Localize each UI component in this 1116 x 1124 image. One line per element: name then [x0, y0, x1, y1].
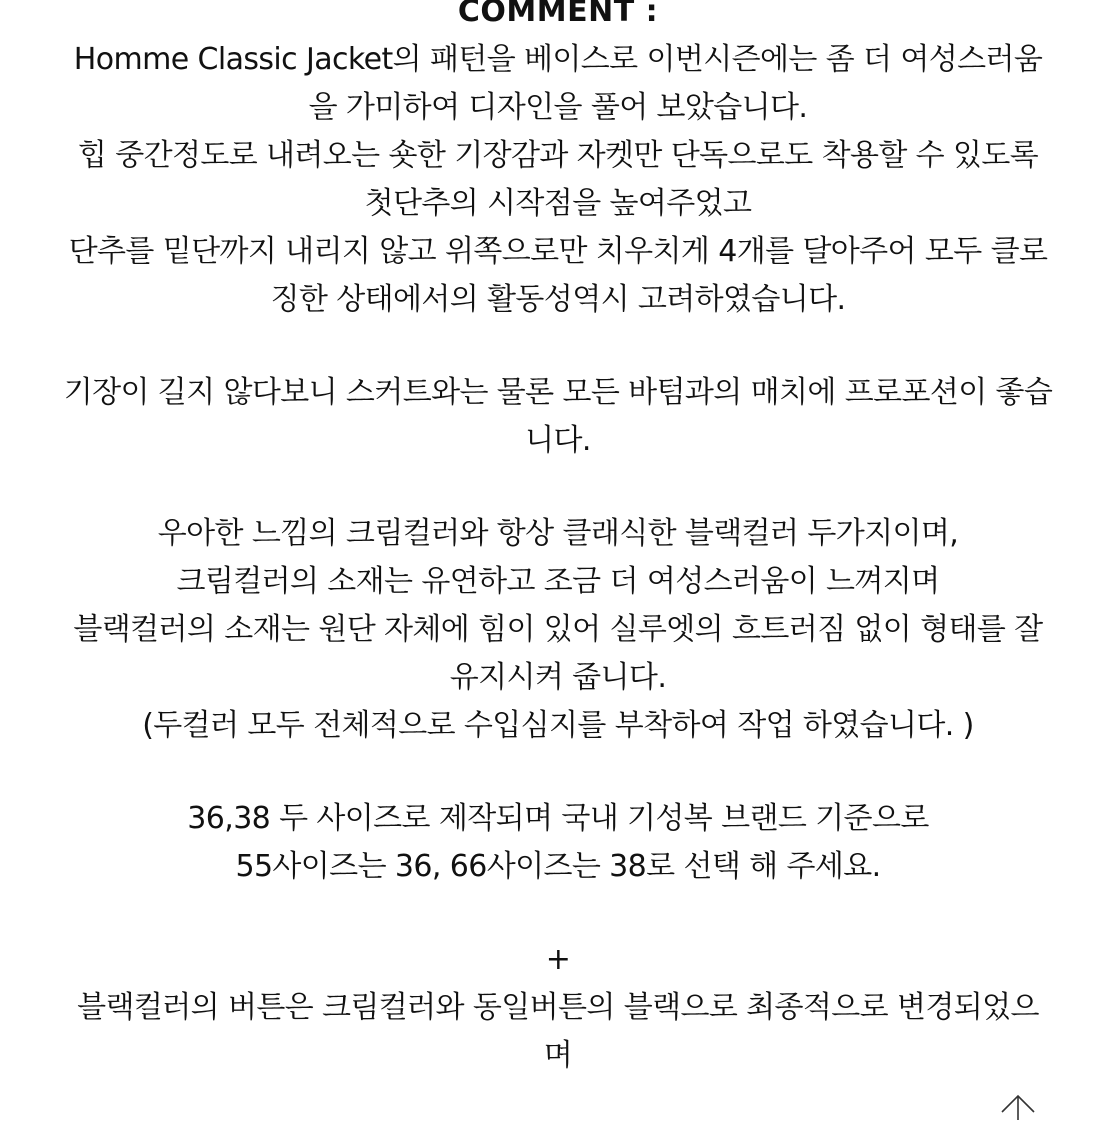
- text-line: 단추를 밑단까지 내리지 않고 위쪽으로만 치우치게 4개를 달아주어 모두 클로: [68, 234, 1048, 269]
- text-line: Homme Classic Jacket의 패턴을 베이스로 이번시즌에는 좀 더 여성스러움: [73, 42, 1043, 77]
- text-line: 55사이즈는 36, 66사이즈는 38로 선택 해 주세요.: [235, 849, 881, 884]
- paragraph-gap: [0, 750, 1116, 795]
- paragraph-gap: [0, 465, 1116, 510]
- paragraph-gap: [0, 324, 1116, 369]
- text-line: 기장이 길지 않다보니 스커트와는 물론 모든 바텀과의 매치에 프로포션이 좋습: [63, 375, 1053, 410]
- text-line: 며: [543, 1038, 573, 1073]
- text-line: 우아한 느낌의 크림컬러와 항상 클래식한 블랙컬러 두가지이며,: [157, 516, 959, 551]
- text-line: (두컬러 모두 전체적으로 수입심지를 부착하여 작업 하였습니다. ): [142, 708, 974, 743]
- paragraph-gap: [0, 891, 1116, 936]
- text-line: 블랙컬러의 버튼은 크림컬러와 동일버튼의 블랙으로 최종적으로 변경되었으: [77, 990, 1039, 1025]
- text-line: 니다.: [525, 423, 591, 458]
- text-line: 을 가미하여 디자인을 풀어 보았습니다.: [308, 90, 808, 125]
- text-line: 징한 상태에서의 활동성역시 고려하였습니다.: [270, 282, 846, 317]
- text-line: 크림컬러의 소재는 유연하고 조금 더 여성스러움이 느껴지며: [176, 564, 940, 599]
- plus-sign: +: [545, 942, 571, 977]
- comment-heading: COMMENT :: [457, 0, 659, 29]
- text-line: 블랙컬러의 소재는 원단 자체에 힘이 있어 실루엣의 흐트러짐 없이 형태를 잘: [73, 612, 1043, 647]
- text-line: 36,38 두 사이즈로 제작되며 국내 기성복 브랜드 기준으로: [187, 801, 929, 836]
- text-line: 첫단추의 시작점을 높여주었고: [364, 186, 752, 221]
- text-line: 힙 중간정도로 내려오는 숏한 기장감과 자켓만 단독으로도 착용할 수 있도록: [77, 138, 1039, 173]
- text-line: 유지시켜 줍니다.: [449, 660, 667, 695]
